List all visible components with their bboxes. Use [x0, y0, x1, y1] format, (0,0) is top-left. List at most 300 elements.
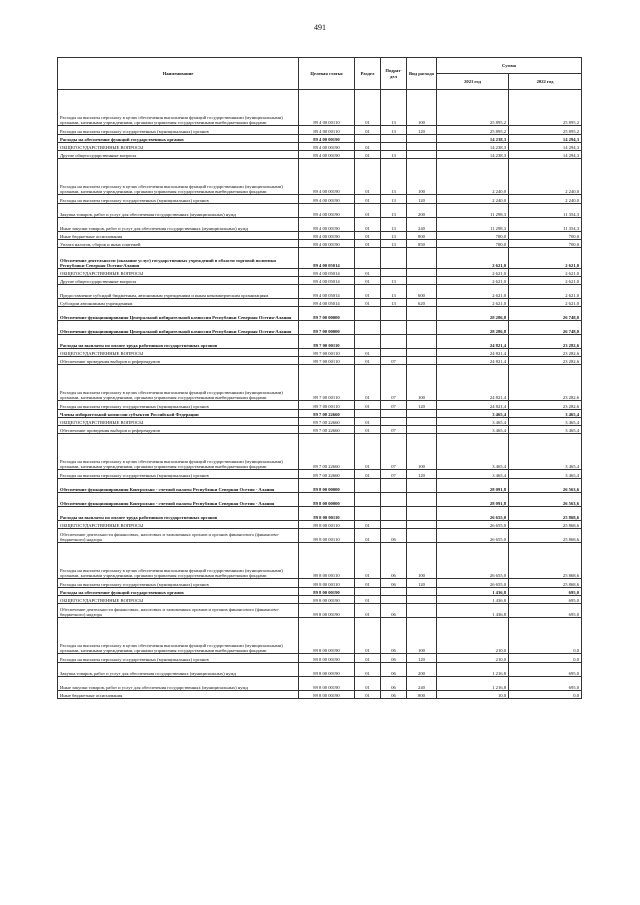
table-row	[58, 248, 582, 269]
cell-code: 89 4 00 05014	[299, 248, 355, 269]
cell-amount-2022: 14 294,3	[509, 143, 582, 151]
cell-subsection	[381, 135, 407, 143]
cell-subsection: 13	[381, 151, 407, 159]
cell-amount-2022: 695,0	[509, 663, 582, 677]
cell-amount-2021: 3 465,4	[437, 426, 509, 434]
cell-expense-type: 200	[407, 663, 437, 677]
cell-subsection: 07	[381, 426, 407, 434]
cell-section: 01	[355, 596, 381, 604]
cell-expense-type: 120	[407, 195, 437, 204]
cell-expense-type	[407, 493, 437, 507]
cell-amount-2022: 11 354,3	[509, 218, 582, 232]
cell-code: 89 7 00 00110	[299, 401, 355, 410]
table-row	[58, 349, 582, 357]
cell-section: 01	[355, 604, 381, 618]
table-row	[58, 285, 582, 299]
table-row	[58, 677, 582, 691]
cell-code: 89 8 00 00190	[299, 618, 355, 654]
cell-amount-2022: 25 868,6	[509, 543, 582, 579]
cell-expense-type	[407, 521, 437, 529]
cell-section: 01	[355, 434, 381, 470]
cell-expense-type	[407, 307, 437, 321]
cell-amount-2022: 2 240,0	[509, 159, 582, 195]
cell-amount-2021: 25 895,2	[437, 126, 509, 135]
cell-amount-2021: 26 655,0	[437, 529, 509, 543]
cell-expense-type: 120	[407, 401, 437, 410]
cell-code: 89 4 00 00190	[299, 204, 355, 218]
cell-amount-2022: 23 282,6	[509, 335, 582, 349]
cell-subsection: 13	[381, 218, 407, 232]
cell-expense-type	[407, 349, 437, 357]
table-row	[58, 493, 582, 507]
cell-amount-2021: 2 621,0	[437, 248, 509, 269]
header-subsection: Подраз-дел	[381, 58, 407, 90]
cell-code: 89 4 00 00190	[299, 151, 355, 159]
cell-expense-type: 120	[407, 654, 437, 663]
cell-subsection	[381, 307, 407, 321]
cell-section: 01	[355, 218, 381, 232]
cell-section	[355, 248, 381, 269]
cell-name: Расходы на выплаты персоналу в целях обеспечения выполнения функций государственными (муниципальными) органами, казенными учреждениями, органами управления государственными внебюджетными фондами	[58, 159, 299, 195]
cell-section: 01	[355, 401, 381, 410]
header-name: Наименование	[58, 58, 299, 90]
cell-amount-2021: 1 216,8	[437, 677, 509, 691]
cell-expense-type	[407, 143, 437, 151]
cell-amount-2021: 2 621,0	[437, 299, 509, 307]
cell-expense-type: 800	[407, 691, 437, 699]
cell-amount-2021: 2 240,0	[437, 159, 509, 195]
cell-amount-2021: 2 621,0	[437, 269, 509, 277]
cell-amount-2021: 25 895,2	[437, 90, 509, 126]
cell-amount-2022: 695,0	[509, 604, 582, 618]
cell-name: Обеспечение деятельности финансовых, налоговых и таможенных органов и органов финансового (финансово-бюджетного) надзора	[58, 604, 299, 618]
cell-amount-2021: 700,0	[437, 240, 509, 248]
cell-code: 89 4 00 05014	[299, 269, 355, 277]
header-expense-type: Вид расхода	[407, 58, 437, 90]
cell-subsection: 06	[381, 604, 407, 618]
cell-section	[355, 507, 381, 521]
cell-section: 01	[355, 365, 381, 401]
cell-amount-2022: 695,0	[509, 596, 582, 604]
cell-subsection	[381, 479, 407, 493]
cell-amount-2021: 1 436,8	[437, 604, 509, 618]
table-row	[58, 691, 582, 699]
cell-subsection: 06	[381, 543, 407, 579]
cell-amount-2021: 14 238,3	[437, 143, 509, 151]
cell-code: 89 8 00 00000	[299, 479, 355, 493]
table-row	[58, 299, 582, 307]
cell-code: 89 7 00 22660	[299, 434, 355, 470]
cell-expense-type	[407, 135, 437, 143]
cell-code: 89 8 00 00190	[299, 654, 355, 663]
cell-name: Обеспечение проведения выборов и референдумов	[58, 357, 299, 365]
cell-code: 89 7 00 00000	[299, 321, 355, 335]
cell-section	[355, 335, 381, 349]
cell-name: Расходы на выплаты персоналу в целях обеспечения выполнения функций государственными (муниципальными) органами, казенными учреждениями, органами управления государственными внебюджетными фондами	[58, 618, 299, 654]
table-row	[58, 588, 582, 596]
table-row	[58, 204, 582, 218]
cell-amount-2022: 25 868,6	[509, 507, 582, 521]
cell-code: 89 4 00 00110	[299, 90, 355, 126]
cell-name: Расходы на выплаты по оплате труда работников государственных органов	[58, 335, 299, 349]
cell-amount-2022: 25 868,6	[509, 529, 582, 543]
cell-amount-2021: 28 286,8	[437, 321, 509, 335]
cell-amount-2021: 28 286,8	[437, 307, 509, 321]
cell-subsection: 13	[381, 232, 407, 240]
cell-amount-2022: 26 563,6	[509, 479, 582, 493]
cell-amount-2022: 23 282,6	[509, 349, 582, 357]
cell-name: Расходы на выплаты персоналу государственных (муниципальных) органов	[58, 401, 299, 410]
cell-amount-2021: 2 240,0	[437, 195, 509, 204]
cell-amount-2021: 11 298,3	[437, 204, 509, 218]
cell-code: 89 4 00 00190	[299, 143, 355, 151]
cell-section	[355, 588, 381, 596]
cell-subsection: 06	[381, 654, 407, 663]
cell-subsection	[381, 143, 407, 151]
cell-code: 89 8 00 00110	[299, 579, 355, 588]
cell-name: Расходы на выплаты персоналу государственных (муниципальных) органов	[58, 195, 299, 204]
cell-amount-2022: 11 354,3	[509, 204, 582, 218]
cell-amount-2021: 3 465,4	[437, 410, 509, 418]
cell-name: Расходы на выплаты персоналу государственных (муниципальных) органов	[58, 654, 299, 663]
cell-section: 01	[355, 529, 381, 543]
cell-expense-type: 240	[407, 677, 437, 691]
cell-amount-2022: 695,0	[509, 588, 582, 596]
cell-amount-2022: 23 282,6	[509, 401, 582, 410]
cell-amount-2022: 3 465,4	[509, 410, 582, 418]
cell-code: 89 8 00 00190	[299, 588, 355, 596]
cell-expense-type: 850	[407, 240, 437, 248]
cell-name: Закупка товаров, работ и услуг для обеспечения государственных (муниципальных) нужд	[58, 204, 299, 218]
cell-subsection	[381, 596, 407, 604]
cell-section: 01	[355, 470, 381, 479]
cell-expense-type	[407, 277, 437, 285]
cell-expense-type: 240	[407, 218, 437, 232]
cell-name: Расходы на обеспечение функций государственных органов	[58, 135, 299, 143]
table-row	[58, 401, 582, 410]
cell-name: Закупка товаров, работ и услуг для обеспечения государственных (муниципальных) нужд	[58, 663, 299, 677]
cell-subsection	[381, 521, 407, 529]
cell-code: 89 7 00 22660	[299, 426, 355, 434]
cell-code: 89 4 00 05014	[299, 299, 355, 307]
cell-amount-2021: 14 238,3	[437, 135, 509, 143]
table-row	[58, 269, 582, 277]
cell-section: 01	[355, 126, 381, 135]
cell-amount-2021: 28 091,8	[437, 479, 509, 493]
cell-subsection	[381, 335, 407, 349]
cell-amount-2022: 25 868,6	[509, 579, 582, 588]
table-row	[58, 618, 582, 654]
cell-amount-2022: 3 465,4	[509, 470, 582, 479]
cell-amount-2021: 26 655,0	[437, 521, 509, 529]
cell-code: 89 7 00 00110	[299, 335, 355, 349]
cell-amount-2022: 3 465,4	[509, 418, 582, 426]
cell-name: Члены избирательной комиссии субъектов Российской Федерации	[58, 410, 299, 418]
cell-amount-2021: 24 821,4	[437, 349, 509, 357]
page-number: 491	[314, 23, 326, 32]
cell-section	[355, 135, 381, 143]
cell-code: 89 7 00 00110	[299, 365, 355, 401]
table-row	[58, 579, 582, 588]
cell-code: 89 8 00 00190	[299, 691, 355, 699]
table-row	[58, 357, 582, 365]
cell-code: 89 7 00 00110	[299, 349, 355, 357]
table-row	[58, 277, 582, 285]
cell-amount-2022: 26 748,0	[509, 307, 582, 321]
cell-amount-2021: 26 655,0	[437, 579, 509, 588]
cell-amount-2022: 26 563,6	[509, 493, 582, 507]
cell-section: 01	[355, 299, 381, 307]
cell-expense-type	[407, 507, 437, 521]
cell-code: 89 7 00 00110	[299, 357, 355, 365]
cell-amount-2021: 210,0	[437, 654, 509, 663]
header-code: Целевая статья	[299, 58, 355, 90]
cell-subsection	[381, 349, 407, 357]
cell-section: 01	[355, 277, 381, 285]
cell-subsection: 06	[381, 529, 407, 543]
cell-code: 89 7 00 22660	[299, 418, 355, 426]
cell-expense-type	[407, 604, 437, 618]
table-row	[58, 195, 582, 204]
cell-code: 89 7 00 22660	[299, 470, 355, 479]
cell-name: Иные закупки товаров, работ и услуг для обеспечения государственных (муниципальных) нужд	[58, 218, 299, 232]
cell-section: 01	[355, 240, 381, 248]
cell-name: Расходы на выплаты персоналу государственных (муниципальных) органов	[58, 579, 299, 588]
cell-section: 01	[355, 418, 381, 426]
cell-amount-2022: 2 621,0	[509, 285, 582, 299]
cell-amount-2022: 25 868,6	[509, 521, 582, 529]
table-row	[58, 151, 582, 159]
cell-expense-type	[407, 151, 437, 159]
cell-expense-type: 600	[407, 285, 437, 299]
cell-name: Обеспечение функционирования Центральной избирательной комиссии Республики Северная Осетия-Алания	[58, 307, 299, 321]
cell-code: 89 4 00 00190	[299, 159, 355, 195]
cell-name: Расходы на выплаты персоналу в целях обеспечения выполнения функций государственными (муниципальными) органами, казенными учреждениями, органами управления государственными внебюджетными фондами	[58, 434, 299, 470]
cell-name: Обеспечение функционирования Контрольно - счетной палаты Республики Северная Осетия - Алания	[58, 479, 299, 493]
cell-subsection	[381, 269, 407, 277]
table-row	[58, 663, 582, 677]
cell-section	[355, 410, 381, 418]
cell-name: Расходы на выплаты персоналу государственных (муниципальных) органов	[58, 470, 299, 479]
cell-expense-type	[407, 418, 437, 426]
cell-code: 89 8 00 00190	[299, 604, 355, 618]
cell-name: ОБЩЕГОСУДАРСТВЕННЫЕ ВОПРОСЫ	[58, 521, 299, 529]
cell-subsection: 13	[381, 299, 407, 307]
table-row	[58, 90, 582, 126]
cell-section: 01	[355, 90, 381, 126]
cell-amount-2021: 2 621,0	[437, 285, 509, 299]
header-sum: Сумма	[437, 58, 582, 74]
cell-section: 01	[355, 232, 381, 240]
cell-section: 01	[355, 691, 381, 699]
cell-amount-2021: 24 821,4	[437, 365, 509, 401]
cell-amount-2022: 700,0	[509, 240, 582, 248]
cell-subsection: 13	[381, 195, 407, 204]
cell-code: 89 8 00 00110	[299, 543, 355, 579]
cell-name: ОБЩЕГОСУДАРСТВЕННЫЕ ВОПРОСЫ	[58, 143, 299, 151]
cell-code: 89 7 00 00000	[299, 307, 355, 321]
cell-name: Обеспечение проведения выборов и референдумов	[58, 426, 299, 434]
cell-code: 89 4 00 00190	[299, 218, 355, 232]
cell-amount-2021: 3 465,4	[437, 418, 509, 426]
cell-section: 01	[355, 663, 381, 677]
cell-subsection: 07	[381, 401, 407, 410]
table-row	[58, 321, 582, 335]
cell-section: 01	[355, 349, 381, 357]
cell-expense-type	[407, 479, 437, 493]
cell-subsection: 13	[381, 277, 407, 285]
table-row	[58, 307, 582, 321]
cell-name: Расходы на выплаты по оплате труда работников государственных органов	[58, 507, 299, 521]
cell-subsection: 07	[381, 434, 407, 470]
cell-expense-type: 100	[407, 365, 437, 401]
cell-amount-2022: 2 240,0	[509, 195, 582, 204]
cell-name: Иные бюджетные ассигнования	[58, 691, 299, 699]
cell-name: Обеспечение деятельности (оказание услуг) государственных учреждений в области торговой политики Республики Северная Осетия-Алания	[58, 248, 299, 269]
cell-name: Расходы на выплаты персоналу в целях обеспечения выполнения функций государственными (муниципальными) органами, казенными учреждениями, органами управления государственными внебюджетными фондами	[58, 365, 299, 401]
cell-name: Обеспечение функционирования Контрольно - счетной палаты Республики Северная Осетия - Алания	[58, 493, 299, 507]
cell-expense-type: 800	[407, 232, 437, 240]
header-year-2021: 2021 год	[437, 74, 509, 90]
cell-subsection	[381, 588, 407, 596]
cell-amount-2022: 3 465,4	[509, 426, 582, 434]
cell-subsection: 07	[381, 365, 407, 401]
cell-name: ОБЩЕГОСУДАРСТВЕННЫЕ ВОПРОСЫ	[58, 349, 299, 357]
cell-subsection: 13	[381, 126, 407, 135]
cell-subsection: 13	[381, 240, 407, 248]
cell-amount-2022: 0,0	[509, 654, 582, 663]
cell-amount-2022: 23 282,6	[509, 365, 582, 401]
cell-section: 01	[355, 269, 381, 277]
cell-amount-2022: 2 621,0	[509, 248, 582, 269]
cell-section: 01	[355, 285, 381, 299]
cell-name: ОБЩЕГОСУДАРСТВЕННЫЕ ВОПРОСЫ	[58, 596, 299, 604]
cell-amount-2021: 24 821,4	[437, 335, 509, 349]
cell-amount-2022: 2 621,0	[509, 277, 582, 285]
table-row	[58, 470, 582, 479]
cell-section: 01	[355, 543, 381, 579]
cell-amount-2021: 210,0	[437, 618, 509, 654]
cell-section: 01	[355, 143, 381, 151]
cell-expense-type: 100	[407, 434, 437, 470]
cell-subsection: 13	[381, 204, 407, 218]
cell-subsection: 13	[381, 285, 407, 299]
cell-section: 01	[355, 159, 381, 195]
cell-code: 89 4 00 00110	[299, 126, 355, 135]
cell-name: Иные закупки товаров, работ и услуг для обеспечения государственных (муниципальных) нужд	[58, 677, 299, 691]
cell-section: 01	[355, 426, 381, 434]
cell-expense-type	[407, 321, 437, 335]
cell-amount-2021: 3 465,4	[437, 434, 509, 470]
cell-subsection: 07	[381, 470, 407, 479]
cell-section: 01	[355, 579, 381, 588]
table-row	[58, 479, 582, 493]
table-row	[58, 529, 582, 543]
cell-section	[355, 307, 381, 321]
cell-code: 89 8 00 00110	[299, 529, 355, 543]
cell-code: 89 4 00 00190	[299, 232, 355, 240]
table-row	[58, 410, 582, 418]
cell-expense-type	[407, 248, 437, 269]
cell-expense-type	[407, 410, 437, 418]
cell-section: 01	[355, 204, 381, 218]
cell-amount-2021: 24 821,4	[437, 357, 509, 365]
cell-section: 01	[355, 654, 381, 663]
cell-name: Расходы на выплаты персоналу в целях обеспечения выполнения функций государственными (муниципальными) органами, казенными учреждениями, органами управления государственными внебюджетными фондами	[58, 90, 299, 126]
cell-expense-type: 120	[407, 579, 437, 588]
cell-amount-2022: 2 621,0	[509, 269, 582, 277]
cell-expense-type: 120	[407, 126, 437, 135]
cell-expense-type	[407, 596, 437, 604]
cell-amount-2021: 28 091,8	[437, 493, 509, 507]
cell-amount-2021: 1 216,8	[437, 663, 509, 677]
table-row	[58, 159, 582, 195]
table-row	[58, 135, 582, 143]
cell-amount-2022: 14 294,3	[509, 151, 582, 159]
cell-expense-type: 100	[407, 159, 437, 195]
cell-amount-2022: 700,0	[509, 232, 582, 240]
cell-code: 89 8 00 00110	[299, 521, 355, 529]
table-row	[58, 507, 582, 521]
table-row	[58, 232, 582, 240]
table-row	[58, 521, 582, 529]
table-row	[58, 543, 582, 579]
budget-table	[57, 57, 582, 699]
cell-name: Обеспечение функционирования Центральной избирательной комиссии Республики Северная Осетия-Алания	[58, 321, 299, 335]
cell-expense-type	[407, 529, 437, 543]
cell-code: 89 7 00 22660	[299, 410, 355, 418]
cell-name: ОБЩЕГОСУДАРСТВЕННЫЕ ВОПРОСЫ	[58, 269, 299, 277]
cell-subsection	[381, 418, 407, 426]
cell-name: Предоставление субсидий бюджетным, автономным учреждениям и иным некоммерческим организациям	[58, 285, 299, 299]
cell-subsection: 06	[381, 579, 407, 588]
cell-section	[355, 479, 381, 493]
cell-amount-2021: 10,0	[437, 691, 509, 699]
cell-code: 89 8 00 00190	[299, 677, 355, 691]
cell-amount-2021: 26 655,0	[437, 507, 509, 521]
cell-name: Другие общегосударственные вопросы	[58, 277, 299, 285]
cell-amount-2021: 1 436,8	[437, 596, 509, 604]
table-body	[58, 90, 582, 699]
cell-amount-2021: 26 655,0	[437, 543, 509, 579]
table-row	[58, 143, 582, 151]
cell-code: 89 8 00 00000	[299, 493, 355, 507]
table-row	[58, 126, 582, 135]
cell-expense-type: 100	[407, 543, 437, 579]
cell-amount-2021: 1 436,8	[437, 588, 509, 596]
table-row	[58, 434, 582, 470]
cell-amount-2021: 700,0	[437, 232, 509, 240]
cell-section	[355, 493, 381, 507]
header-section: Раздел	[355, 58, 381, 90]
table-row	[58, 596, 582, 604]
cell-subsection: 07	[381, 357, 407, 365]
cell-code: 89 4 00 05014	[299, 277, 355, 285]
table-row	[58, 418, 582, 426]
cell-code: 89 8 00 00190	[299, 596, 355, 604]
cell-amount-2022: 2 621,0	[509, 299, 582, 307]
cell-subsection: 06	[381, 677, 407, 691]
cell-name: ОБЩЕГОСУДАРСТВЕННЫЕ ВОПРОСЫ	[58, 418, 299, 426]
cell-expense-type: 200	[407, 204, 437, 218]
table-row	[58, 365, 582, 401]
cell-section: 01	[355, 677, 381, 691]
cell-section	[355, 321, 381, 335]
cell-expense-type	[407, 335, 437, 349]
cell-name: Субсидии автономным учреждениям	[58, 299, 299, 307]
cell-amount-2022: 25 895,2	[509, 90, 582, 126]
cell-subsection	[381, 248, 407, 269]
